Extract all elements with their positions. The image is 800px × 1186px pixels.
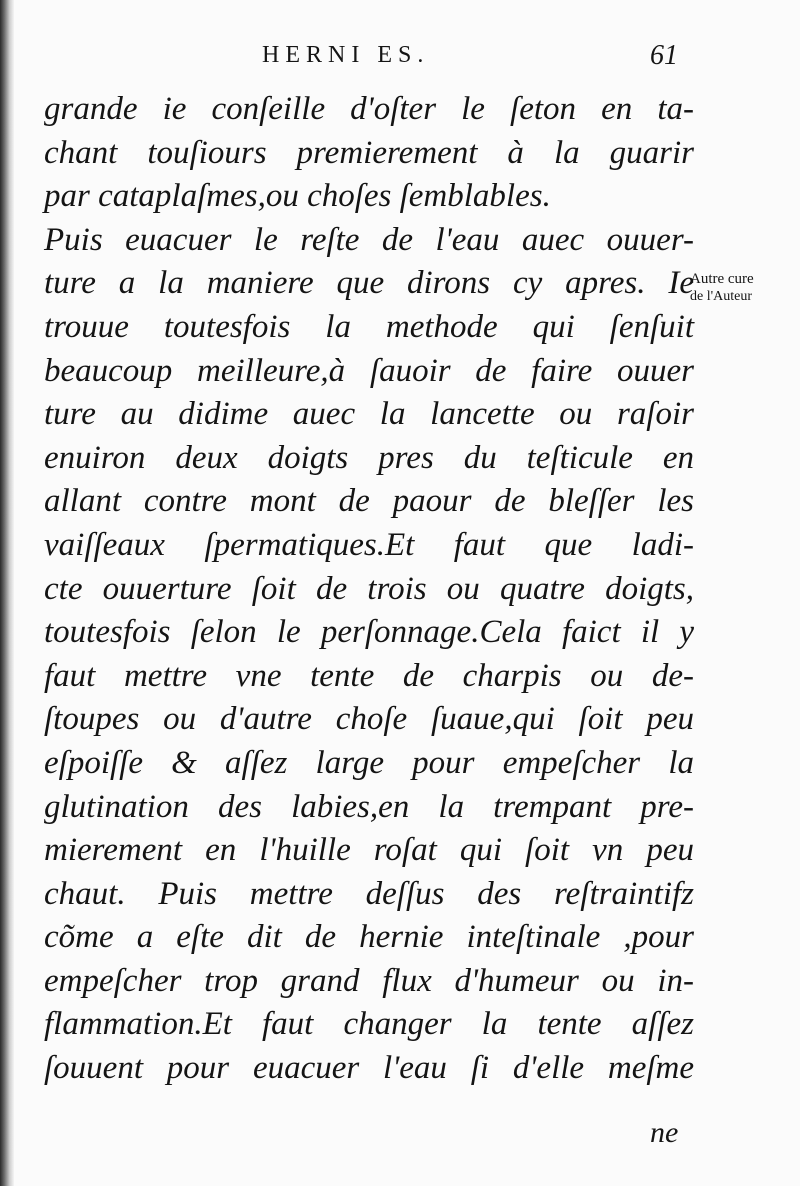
margin-note	[690, 270, 798, 306]
text-line: faut mettre vne tente de charpis ou de-	[44, 657, 694, 694]
text-line: beaucoup meilleure,à ſauoir de faire ouuer	[44, 352, 694, 389]
text-line: trouue toutesfois la methode qui ſenſuit	[44, 308, 694, 345]
text-line: empeſcher trop grand flux d'humeur ou in-	[44, 962, 694, 999]
text-line: flammation.Et faut changer la tente aſſez	[44, 1006, 694, 1043]
margin-note-line: Autre cure	[690, 271, 754, 287]
text-line: chant touſiours premierement à la guarir	[44, 134, 694, 171]
page-number: 61	[650, 40, 678, 71]
text-line: ſouuent pour euacuer l'eau ſi d'elle meſme	[44, 1050, 694, 1087]
catchword: ne	[650, 1116, 679, 1149]
text-line: mierement en l'huille roſat qui ſoit vn peu	[44, 832, 694, 869]
text-line: Puis euacuer le reſte de l'eau auec ouuer-	[44, 221, 694, 258]
text-line: toutesfois ſelon le perſonnage.Cela faict il y	[44, 614, 694, 651]
text-line: ture a la maniere que dirons cy apres. Ie	[44, 265, 694, 302]
text-line: eſpoiſſe & aſſez large pour empeſcher la	[44, 744, 694, 781]
page-gutter-shadow	[0, 0, 14, 1186]
text-line: glutination des labies,en la trempant pre-	[44, 788, 694, 825]
text-line: cte ouuerture ſoit de trois ou quatre doigts,	[44, 570, 694, 607]
text-line: ture au didime auec la lancette ou raſoir	[44, 396, 694, 433]
running-head: HERNI ES.	[262, 42, 430, 68]
text-line: vaiſſeaux ſpermatiques.Et faut que ladi-	[44, 526, 694, 563]
text-line: chaut. Puis mettre deſſus des reſtraintifz	[44, 875, 694, 912]
body-text	[44, 88, 694, 1091]
text-line: allant contre mont de paour de bleſſer les	[44, 483, 694, 520]
page-header	[0, 38, 800, 78]
text-line: cõme a eſte dit de hernie inteſtinale ,pour	[44, 919, 694, 956]
text-line: enuiron deux doigts pres du teſticule en	[44, 439, 694, 476]
text-line: grande ie conſeille d'oſter le ſeton en ta-	[44, 91, 694, 127]
text-line: ſtoupes ou d'autre choſe ſuaue,qui ſoit peu	[44, 701, 694, 738]
margin-note-line: de l'Auteur	[690, 289, 753, 304]
text-line: par cataplaſmes,ou choſes ſemblables.	[44, 178, 551, 215]
